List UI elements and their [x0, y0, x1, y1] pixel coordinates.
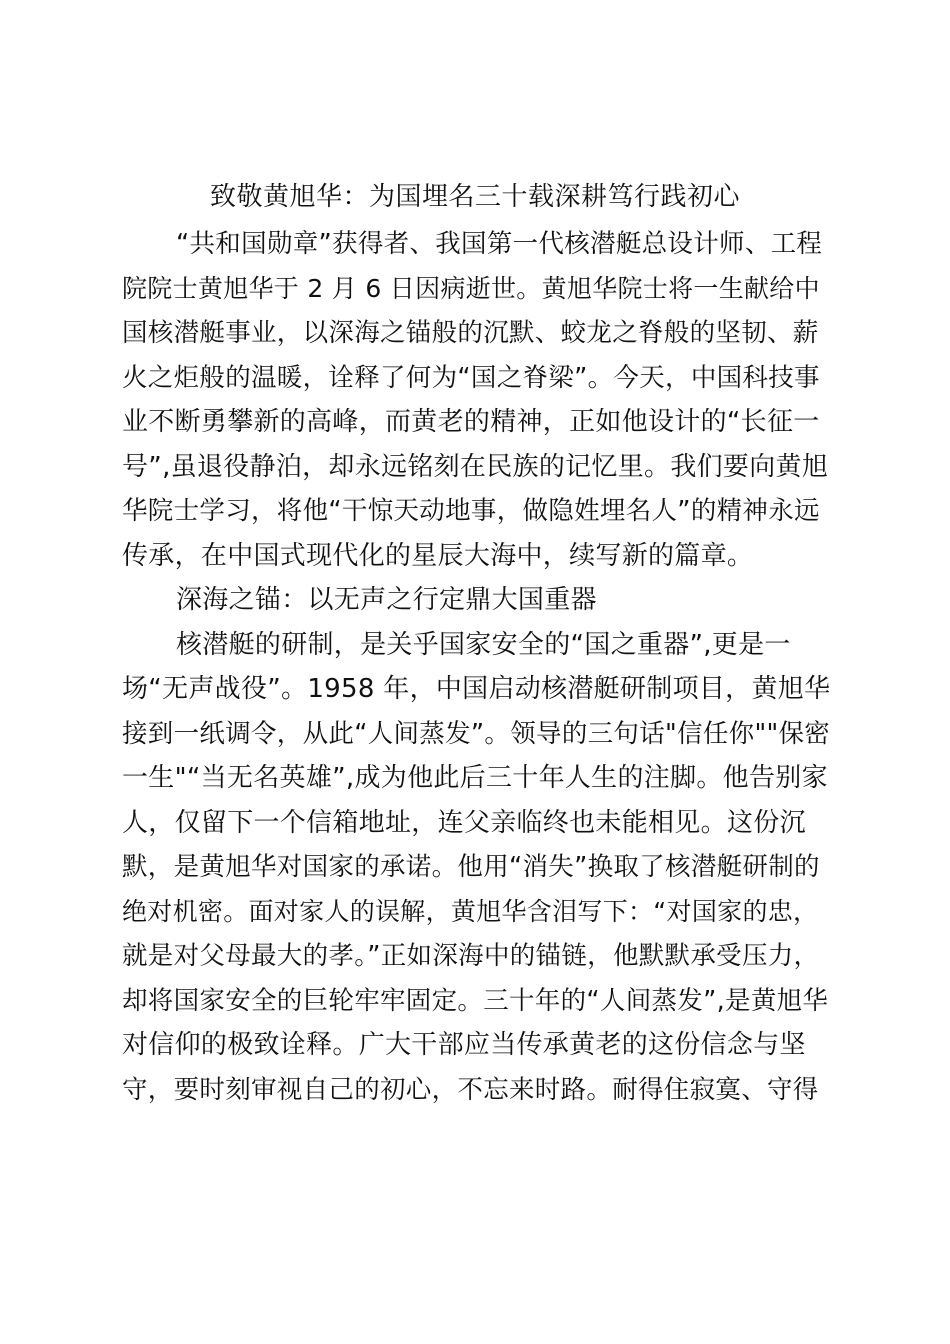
article-body — [122, 222, 832, 1112]
paragraph-line: 人，仅留下一个信箱地址，连父亲临终也未能相见。这份沉 — [122, 807, 806, 838]
paragraph-line: 业不断勇攀新的高峰，而黄老的精神，正如他设计的“长征一 — [122, 407, 820, 437]
paragraph-line: 场“无声战役”。1958 年，中国启动核潜艇研制项目，黄旭华 — [122, 674, 831, 704]
paragraph-line: 一生"“当无名英雄”,成为他此后三十年人生的注脚。他告别家 — [122, 763, 828, 793]
page-title: 致敬黄旭华：为国埋名三十载深耕笃行践初心 — [209, 182, 740, 212]
paragraph-line: 火之炬般的温暖，诠释了何为“国之脊梁”。今天，中国科技事 — [122, 362, 820, 393]
paragraph-line: 就是对父母最大的孝。”正如深海中的锚链，他默默承受压力， — [122, 941, 820, 971]
paragraph-line: 对信仰的极致诠释。广大干部应当传承黄老的这份信念与坚 — [122, 1030, 806, 1060]
paragraph-line: 守，要时刻审视自己的初心，不忘来时路。耐得住寂寞、守得 — [122, 1074, 819, 1105]
section-heading: 深海之锚：以无声之行定鼎大国重器 — [176, 585, 597, 615]
paragraph-line: 核潜艇的研制，是关乎国家安全的“国之重器”,更是一 — [176, 629, 791, 660]
paragraph-line: 国核潜艇事业，以深海之锚般的沉默、蛟龙之脊般的坚韧、薪 — [122, 318, 819, 348]
paragraph-line: 华院士学习，将他“干惊天动地事，做隐姓埋名人”的精神永远 — [122, 496, 820, 526]
paragraph-line: “共和国勋章”获得者、我国第一代核潜艇总设计师、工程 — [176, 229, 823, 259]
paragraph-line: 院院士黄旭华于 2 月 6 日因病逝世。黄旭华院士将一生献给中 — [122, 273, 820, 303]
paragraph-line: 接到一纸调令，从此“人间蒸发”。领导的三句话"信任你""保密 — [122, 718, 831, 749]
paragraph-line: 号”,虽退役静泊，却永远铭刻在民族的记忆里。我们要向黄旭 — [122, 451, 829, 482]
paragraph-line: 却将国家安全的巨轮牢牢固定。三十年的“人间蒸发”,是黄旭华 — [122, 985, 829, 1016]
paragraph-line: 默，是黄旭华对国家的承诺。他用“消失”换取了核潜艇研制的 — [122, 852, 820, 882]
paragraph-line: 绝对机密。面对家人的误解，黄旭华含泪写下：“对国家的忠， — [122, 896, 819, 926]
paragraph-line: 传承，在中国式现代化的星辰大海中，续写新的篇章。 — [122, 540, 754, 571]
